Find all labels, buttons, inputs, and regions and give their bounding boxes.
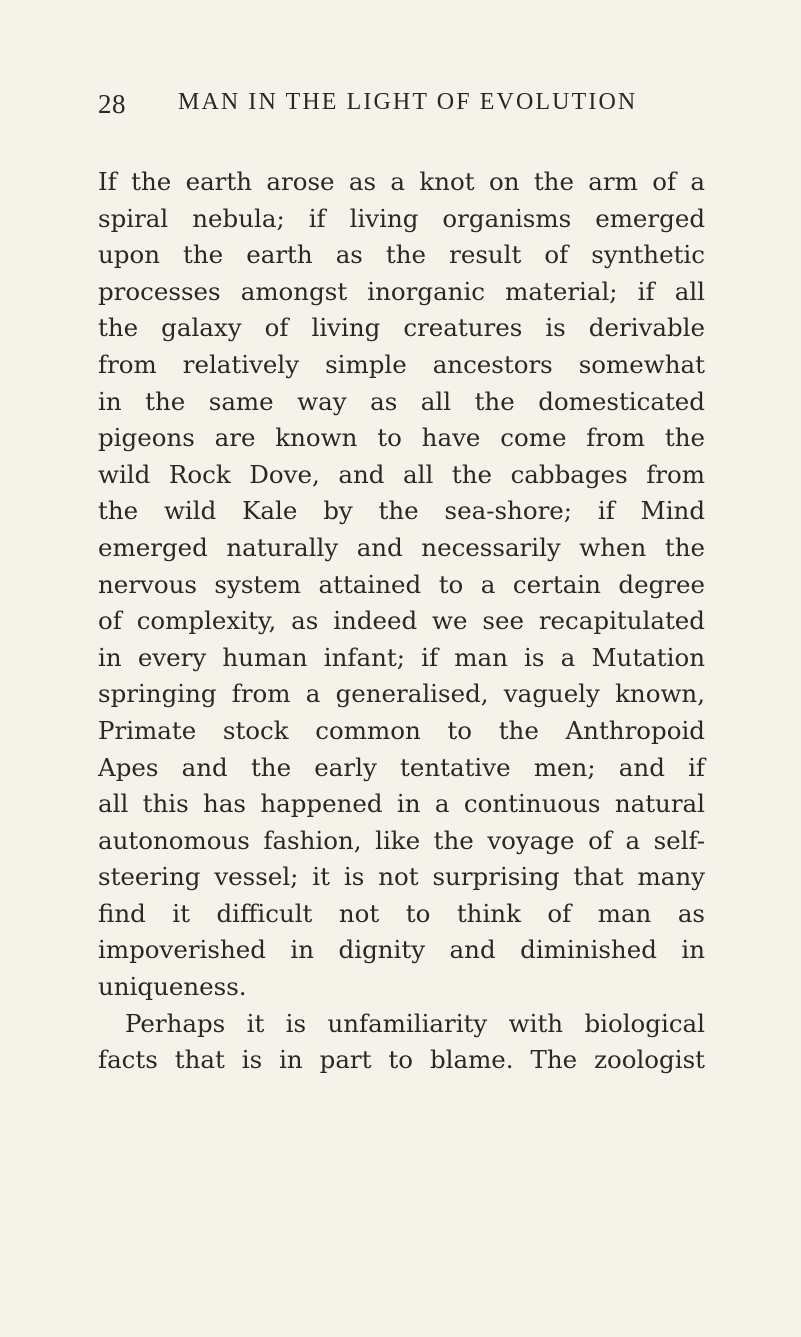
text-line: the wild Kale by the sea-shore; if Mind [98,496,705,526]
text-line: from relatively simple ancestors somewhat [98,349,705,379]
page-number: 28 [98,89,126,119]
text-line: all this has happened in a continuous natural [98,789,705,819]
text-line: If the earth arose as a knot on the arm of a [98,167,705,196]
text-line: the galaxy of living creatures is derivable [98,313,705,343]
running-title: MAN IN THE LIGHT OF EVOLUTION [178,89,638,115]
body-text [98,164,705,1079]
text-line: uniqueness. [98,972,247,1002]
text-line: nervous system attained to a certain degree [98,569,705,599]
text-line: emerged naturally and necessarily when the [98,532,705,562]
running-head [0,89,801,129]
text-line: processes amongst inorganic material; if all [98,276,705,306]
text-line: of complexity, as indeed we see recapitulated [98,606,705,636]
text-line: impoverished in dignity and diminished in [98,935,705,965]
text-line: facts that is in part to blame. The zoologist [98,1045,705,1075]
text-line: spiral nebula; if living organisms emerged [98,203,705,233]
text-line: steering vessel; it is not surprising that many [98,862,705,892]
text-line: wild Rock Dove, and all the cabbages from [98,459,705,489]
text-line: Apes and the early tentative men; and if [98,752,705,782]
text-line: in every human infant; if man is a Mutation [98,642,705,672]
text-line: find it difficult not to think of man as [98,898,705,928]
text-line: pigeons are known to have come from the [98,423,705,453]
text-line: autonomous fashion, like the voyage of a self- [98,825,705,855]
text-line: upon the earth as the result of synthetic [98,240,705,270]
text-line: Perhaps it is unfamiliarity with biological [125,1008,705,1038]
text-line: in the same way as all the domesticated [98,386,705,416]
text-line: springing from a generalised, vaguely known, [98,679,705,709]
text-line: Primate stock common to the Anthropoid [98,715,705,745]
